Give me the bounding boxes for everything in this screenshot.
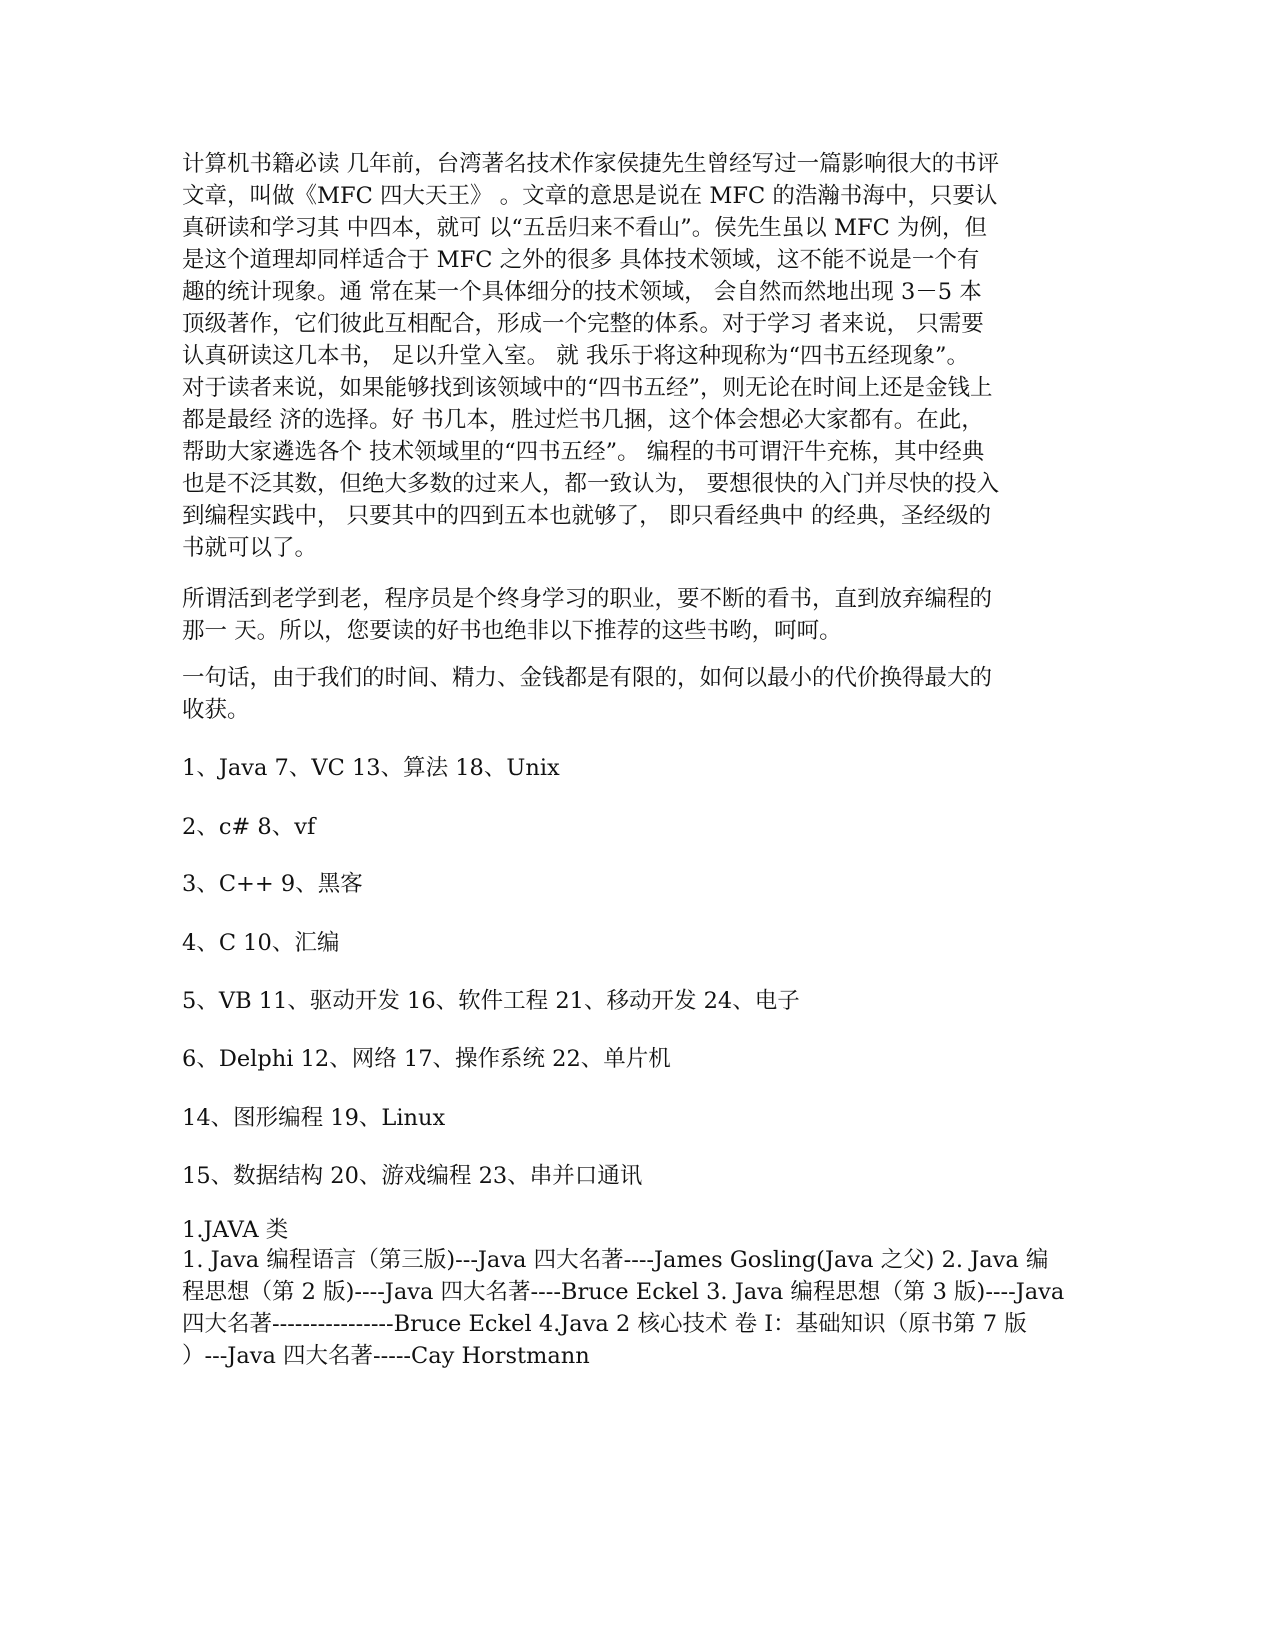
intro-line: 对于读者来说，如果能够找到该领域中的“四书五经”，则无论在时间上还是金钱上 — [182, 375, 993, 401]
intro-line: 文章，叫做《MFC 四大天王》 。文章的意思是说在 MFC 的浩瀚书海中，只要认 — [182, 183, 998, 209]
lifelong-line: 那一 天。所以，您要读的好书也绝非以下推荐的这些书哟，呵呵。 — [182, 618, 842, 644]
summary-line: 一句话，由于我们的时间、精力、金钱都是有限的，如何以最小的代价换得最大的 — [182, 665, 993, 691]
java-book-line: 1. Java 编程语言（第三版)---Java 四大名著----James Gosling(Java 之父) 2. Java 编 — [182, 1247, 1049, 1273]
category-list-item: 5、VB 11、驱动开发 16、软件工程 21、移动开发 24、电子 — [182, 988, 800, 1014]
category-list-item: 4、C 10、汇编 — [182, 930, 340, 956]
intro-line: 是这个道理却同样适合于 MFC 之外的很多 具体技术领域，这不能不说是一个有 — [182, 247, 980, 273]
category-list-item: 6、Delphi 12、网络 17、操作系统 22、单片机 — [182, 1046, 671, 1072]
intro-line: 帮助大家遴选各个 技术领域里的“四书五经”。 编程的书可谓汗牛充栋，其中经典 — [182, 439, 985, 465]
intro-line: 计算机书籍必读 几年前，台湾著名技术作家侯捷先生曾经写过一篇影响很大的书评 — [182, 151, 1000, 177]
summary-paragraph — [182, 662, 1112, 726]
intro-line: 也是不泛其数，但绝大多数的过来人，都一致认为， 要想很快的入门并尽快的投入 — [182, 471, 1000, 497]
intro-line: 认真研读这几本书， 足以升堂入室。 就 我乐于将这种现称为“四书五经现象”。 — [182, 343, 969, 369]
intro-paragraph — [182, 148, 1112, 564]
java-book-list — [182, 1244, 1112, 1372]
java-book-line: 四大名著----------------Bruce Eckel 4.Java 2 核心技术 卷 I：基础知识（原书第 7 版 — [182, 1311, 1027, 1337]
intro-line: 书就可以了。 — [182, 535, 318, 561]
intro-line: 顶级著作，它们彼此互相配合，形成一个完整的体系。对于学习 者来说， 只需要 — [182, 311, 984, 337]
lifelong-line: 所谓活到老学到老，程序员是个终身学习的职业，要不断的看书，直到放弃编程的 — [182, 586, 993, 612]
java-book-line: ）---Java 四大名著-----Cay Horstmann — [182, 1343, 590, 1369]
category-list-item: 2、c# 8、vf — [182, 814, 316, 840]
category-list-item: 14、图形编程 19、Linux — [182, 1105, 446, 1131]
intro-line: 趣的统计现象。通 常在某一个具体细分的技术领域， 会自然而然地出现 3－5 本 — [182, 279, 982, 305]
intro-line: 到编程实践中， 只要其中的四到五本也就够了， 即只看经典中 的经典，圣经级的 — [182, 503, 991, 529]
java-book-line: 程思想（第 2 版)----Java 四大名著----Bruce Eckel 3. Java 编程思想（第 3 版)----Java — [182, 1279, 1065, 1305]
category-list-item: 15、数据结构 20、游戏编程 23、串并口通讯 — [182, 1163, 643, 1189]
intro-line: 都是最经 济的选择。好 书几本，胜过烂书几捆，这个体会想必大家都有。在此， — [182, 407, 984, 433]
summary-line: 收获。 — [182, 697, 250, 723]
category-list-item: 1、Java 7、VC 13、算法 18、Unix — [182, 755, 560, 781]
java-section-title: 1.JAVA 类 — [182, 1217, 289, 1243]
intro-line: 真研读和学习其 中四本，就可 以“五岳归来不看山”。侯先生虽以 MFC 为例，但 — [182, 215, 987, 241]
category-list-item: 3、C++ 9、黑客 — [182, 871, 363, 897]
lifelong-learning-paragraph — [182, 583, 1112, 647]
